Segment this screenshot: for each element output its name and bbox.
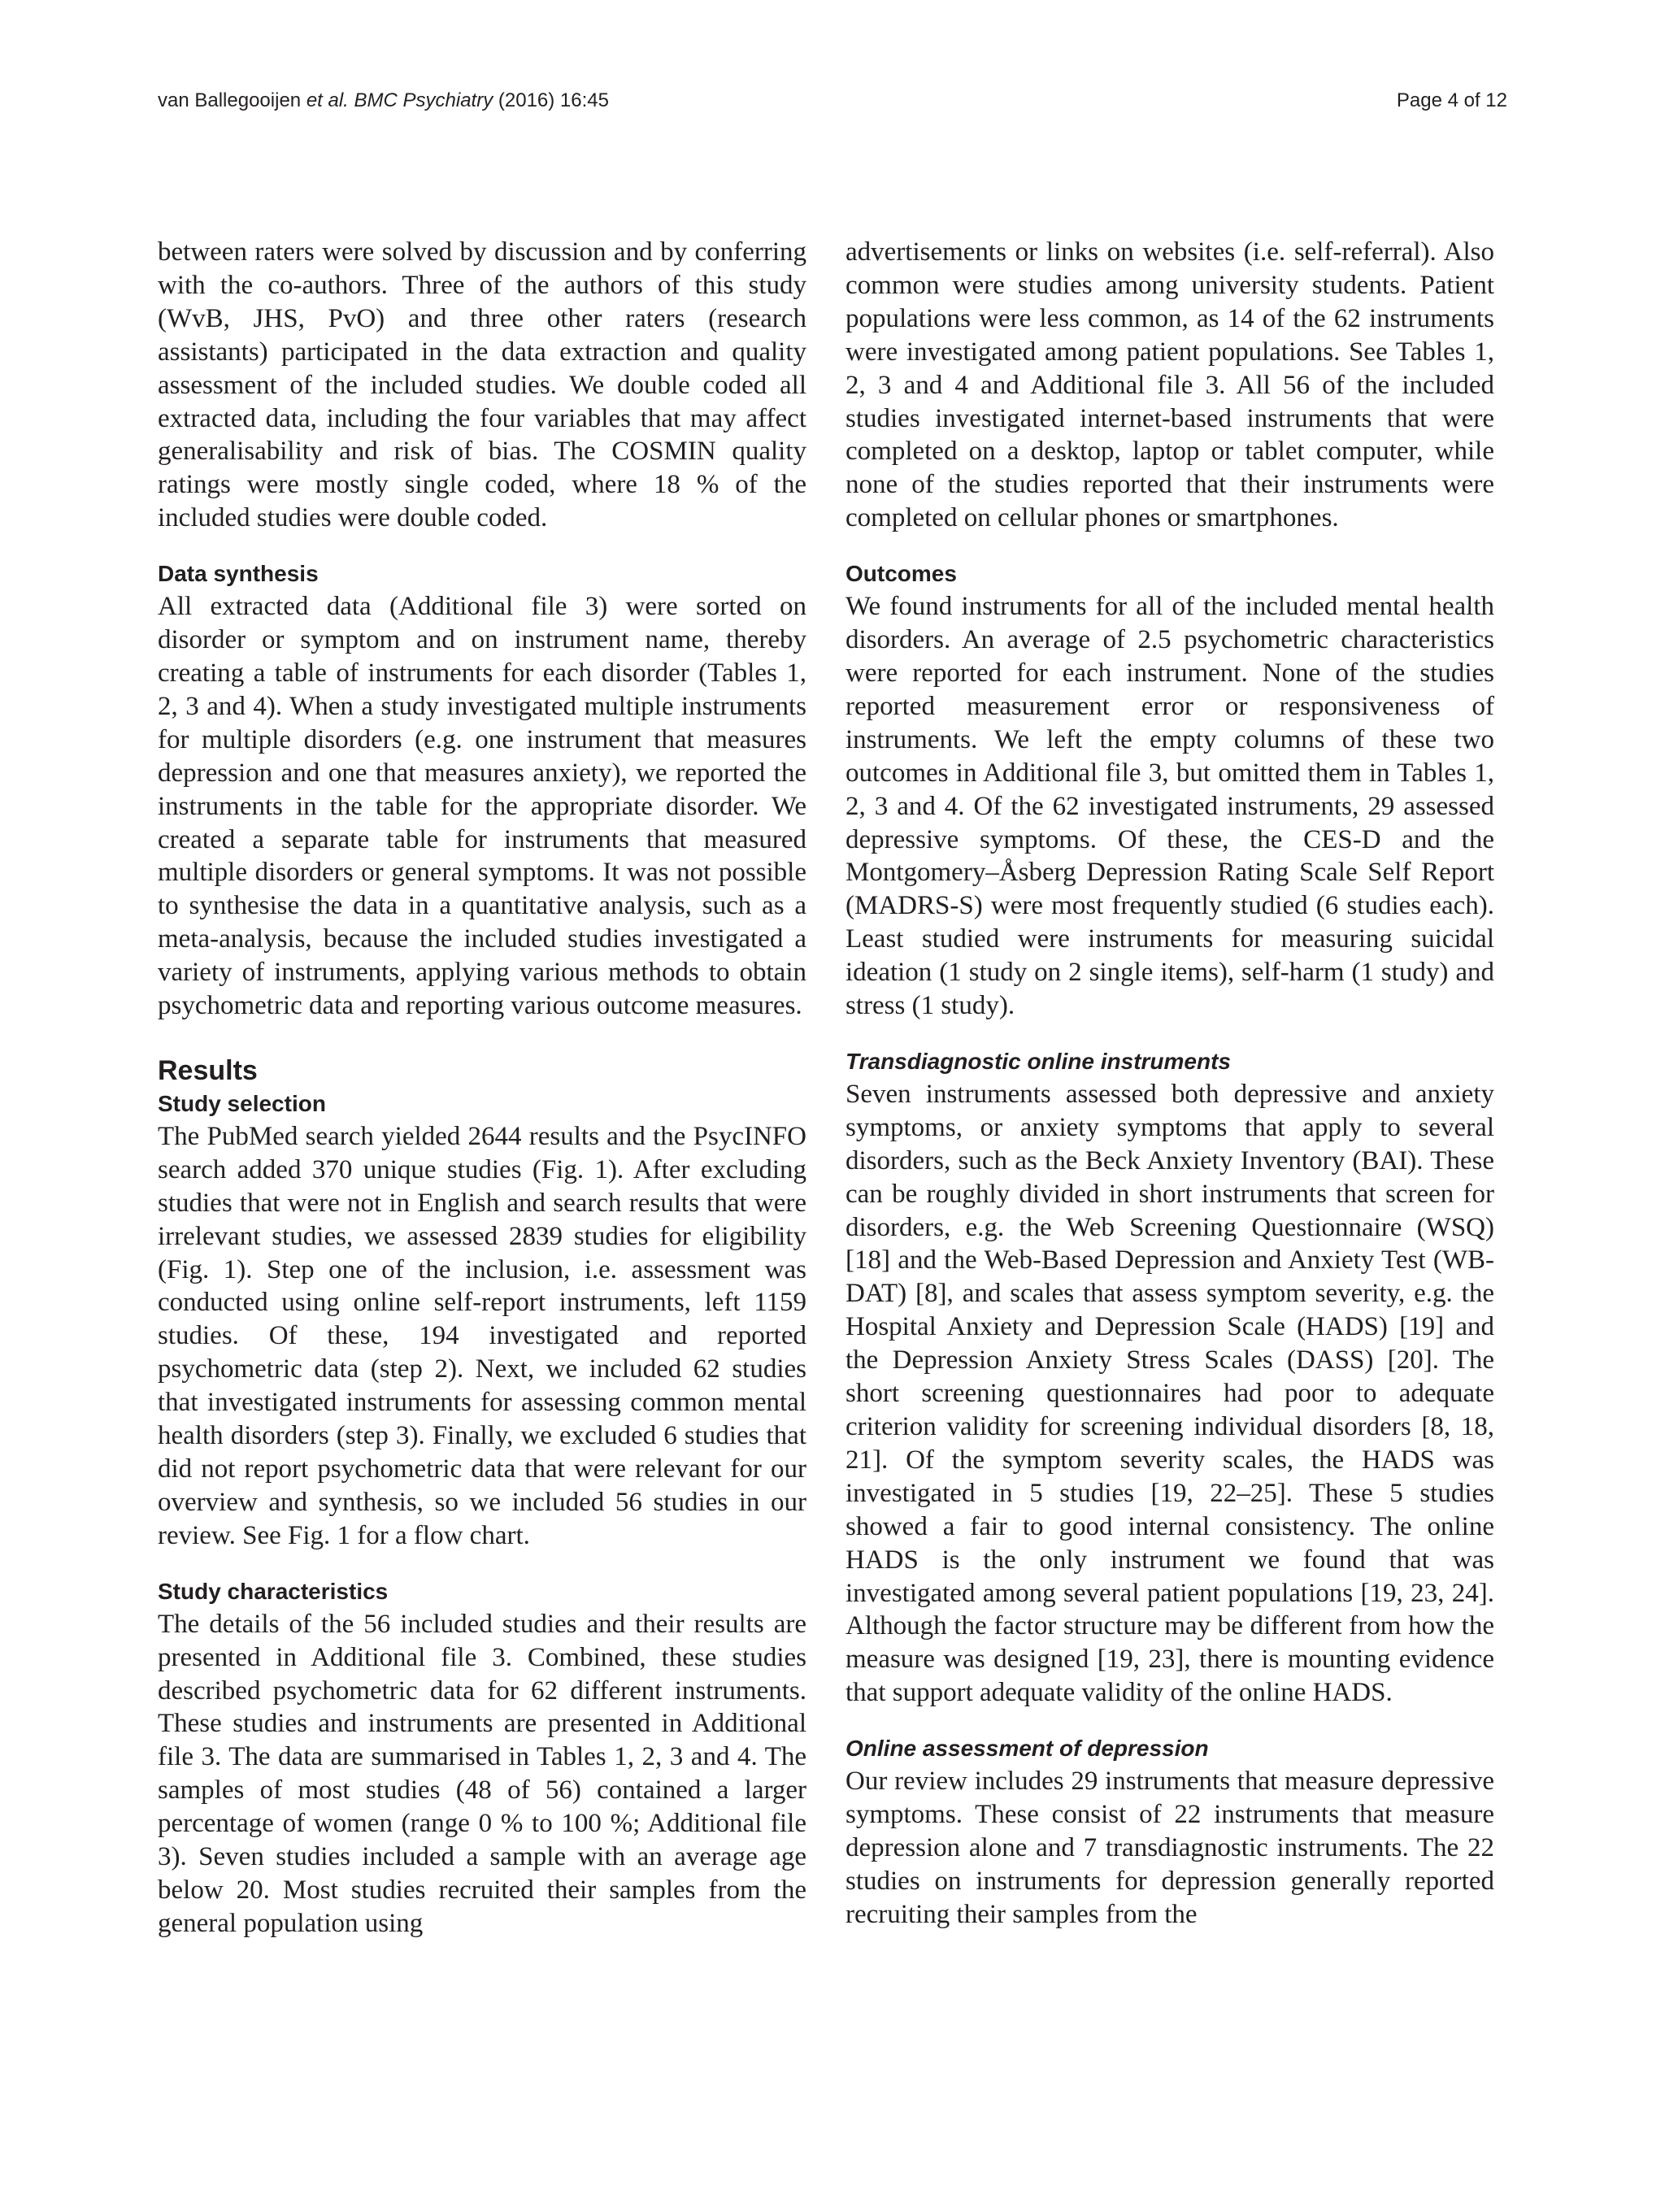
paragraph-recruitment: advertisements or links on websites (i.e. self-referral). Also common were studies among university students. Patient populations were less common, as 14 of the 62 instruments were investigated among patient populations. See Tables 1, 2, 3 and 4 and Additional file 3. All 56 of the included studies investigated internet-based instruments that were completed on a desktop, laptop or tablet computer, while none of the studies reported that their instruments were completed on cellular phones or smartphones. — [846, 237, 1494, 533]
running-header — [158, 85, 1507, 117]
heading-study-characteristics: Study characteristics — [158, 1578, 389, 1604]
heading-outcomes: Outcomes — [846, 561, 957, 587]
header-journal: et al. BMC Psychiatry — [306, 89, 493, 111]
paragraph-outcomes: We found instruments for all of the included mental health disorders. An average of 2.5 psychometric characteristics were reported for each instrument. None of the studies reported measurement error or responsiveness of instruments. We left the empty columns of these two outcomes in Additional file 3, but omitted them in Tables 1, 2, 3 and 4. Of the 62 investigated instruments, 29 assessed depressive symptoms. Of these, the CES-D and the Montgomery–Åsberg Depression Rating Scale Self Report (MADRS-S) were most frequently studied (6 studies each). Least studied were instruments for measuring suicidal ideation (1 study on 2 single items), self-harm (1 study) and stress (1 study). — [846, 592, 1494, 1021]
page-number: Page 4 of 12 — [1396, 89, 1507, 111]
heading-transdiagnostic: Transdiagnostic online instruments — [846, 1048, 1232, 1074]
paragraph-data-synthesis: All extracted data (Additional file 3) were sorted on disorder or symptom and on instrument name, thereby creating a table of instruments for each disorder (Tables 1, 2, 3 and 4). When a study investigated multiple instruments for multiple disorders (e.g. one instrument that measures depression and one that measures anxiety), we reported the instruments in the table for the appropriate disorder. We created a separate table for instruments that measured multiple disorders or general symptoms. It was not possible to synthesise the data in a quantitative analysis, such as a meta-analysis, because the included studies investigated a variety of instruments, applying various methods to obtain psychometric data and reporting various outcome measures. — [158, 592, 806, 1021]
paragraph-online-depression: Our review includes 29 instruments that measure depressive symptoms. These consist of 22 instruments that measure depression alone and 7 transdiagnostic instruments. The 22 studies on instruments for depression generally reported recruiting their samples from the — [846, 1767, 1494, 1929]
right-column — [846, 236, 1494, 1932]
paragraph-transdiagnostic: Seven instruments assessed both depressive and anxiety symptoms, or anxiety symptoms that apply to several disorders, such as the Beck Anxiety Inventory (BAI). These can be roughly divided in short instruments that screen for disorders, e.g. the Web Screening Questionnaire (WSQ) [18] and the Web-Based Depression and Anxiety Test (WB-DAT) [8], and scales that assess symptom severity, e.g. the Hospital Anxiety and Depression Scale (HADS) [19] and the Depression Anxiety Stress Scales (DASS) [20]. The short screening questionnaires had poor to adequate criterion validity for screening individual disorders [8, 18, 21]. Of the symptom severity scales, the HADS was investigated in 5 studies [19, 22–25]. These 5 studies showed a fair to good internal consistency. The online HADS is the only instrument we found that was investigated among several patient populations [19, 23, 24]. Although the factor structure may be different from how the measure was designed [19, 23], there is mounting evidence that support adequate validity of the online HADS. — [846, 1079, 1494, 1708]
paragraph-study-characteristics: The details of the 56 included studies and their results are presented in Additional file 3. Combined, these studies described psychometric data for 62 different instruments. These studies and instruments are presented in Additional file 3. The data are summarised in Tables 1, 2, 3 and 4. The samples of most studies (48 of 56) contained a larger percentage of women (range 0 % to 100 %; Additional file 3). Seven studies included a sample with an average age below 20. Most studies recruited their samples from the general population using — [158, 1609, 806, 1938]
header-citation — [158, 85, 609, 117]
left-column — [158, 236, 806, 1940]
heading-study-selection: Study selection — [158, 1090, 326, 1116]
header-authors: van Ballegooijen — [158, 89, 302, 111]
heading-online-depression: Online assessment of depression — [846, 1736, 1209, 1762]
heading-data-synthesis: Data synthesis — [158, 561, 319, 587]
paragraph-study-selection: The PubMed search yielded 2644 results and the PsycINFO search added 370 unique studies (Fig. 1). After excluding studies that were not in English and search results that were irrelevant studies, we assessed 2839 studies for eligibility (Fig. 1). Step one of the inclusion, i.e. assessment was conducted using online self-report instruments, left 1159 studies. Of these, 194 investigated and reported psychometric data (step 2). Next, we included 62 studies that investigated instruments for assessing common mental health disorders (step 3). Finally, we excluded 6 studies that did not report psychometric data that were relevant for our overview and synthesis, so we included 56 studies in our review. See Fig. 1 for a flow chart. — [158, 1121, 806, 1550]
heading-results: Results — [158, 1054, 258, 1086]
paragraph-raters: between raters were solved by discussion and by conferring with the co-authors. Three of the authors of this study (WvB, JHS, PvO) and three other raters (research assistants) participated in the data extraction and quality assessment of the included studies. We double coded all extracted data, including the four variables that may affect generalisability and risk of bias. The COSMIN quality ratings were mostly single coded, where 18 % of the included studies were double coded. — [158, 237, 806, 533]
header-volume: (2016) 16:45 — [493, 89, 609, 111]
